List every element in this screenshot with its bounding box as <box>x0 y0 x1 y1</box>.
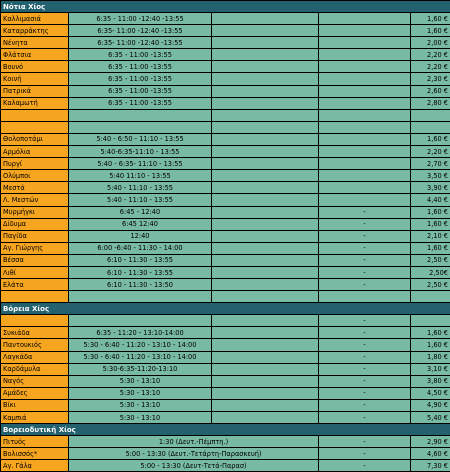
table-row <box>1 13 450 25</box>
table-row <box>1 25 450 37</box>
ticket-price: 2,20 € <box>411 146 450 158</box>
place-name: Φλάτσια <box>1 49 69 61</box>
empty-cell <box>212 315 319 327</box>
empty-cell <box>212 266 319 278</box>
place-name: Πατρικά <box>1 85 69 97</box>
dash-cell <box>319 121 411 133</box>
ticket-price: 1,60 € <box>411 218 450 230</box>
departure-times: 6:35 - 11:00 -13:55 <box>69 49 212 61</box>
empty-cell <box>212 85 319 97</box>
empty-cell <box>212 146 319 158</box>
table-row <box>1 49 450 61</box>
table-row <box>1 97 450 109</box>
empty-cell <box>212 339 319 351</box>
departure-times: 12:40 <box>69 230 212 242</box>
dash-cell: - <box>319 266 411 278</box>
departure-times: 6:45 12:40 <box>69 218 212 230</box>
dash-cell: - <box>319 460 411 472</box>
place-name: Πιτυός <box>1 436 69 448</box>
ticket-price: 1,60 € <box>411 242 450 254</box>
dash-cell <box>319 158 411 170</box>
departure-times: 5:40 - 11:10 - 13:55 <box>69 182 212 194</box>
dash-cell: - <box>319 436 411 448</box>
empty-cell <box>212 375 319 387</box>
dash-cell: - <box>319 254 411 266</box>
ticket-price: 1,60 € <box>411 327 450 339</box>
ticket-price: 2,60 € <box>411 85 450 97</box>
empty-cell <box>212 121 319 133</box>
dash-cell <box>319 194 411 206</box>
section-title: Νότια Χίος <box>1 1 450 13</box>
ticket-price: 2,80 € <box>411 97 450 109</box>
empty-cell <box>212 351 319 363</box>
dash-cell: - <box>319 315 411 327</box>
ticket-price: 2,10 € <box>411 230 450 242</box>
empty-cell <box>212 279 319 291</box>
departure-times: 5:40-6:35-11:10 - 13:55 <box>69 146 212 158</box>
ticket-price: 4,90 € <box>411 399 450 411</box>
table-row <box>1 206 450 218</box>
place-name: Βίκι <box>1 399 69 411</box>
empty-cell <box>212 37 319 49</box>
departure-note: 5:00 - 13:30 (Δευτ.-Τετάρτη-Παρασκευή) <box>69 448 319 460</box>
ticket-price: 2,20 € <box>411 49 450 61</box>
departure-times: 5:40 - 6:35- 11:10 - 13:55 <box>69 158 212 170</box>
place-name: Αγ. Γάλα <box>1 460 69 472</box>
place-name: Μεστά <box>1 182 69 194</box>
empty-cell <box>212 97 319 109</box>
dash-cell: - <box>319 339 411 351</box>
dash-cell <box>319 291 411 303</box>
table-row <box>1 170 450 182</box>
section-title: Βορειοδυτική Χίος <box>1 424 450 436</box>
dash-cell <box>319 109 411 121</box>
ticket-price: 2,90 € <box>411 436 450 448</box>
place-name: Ναγός <box>1 375 69 387</box>
table-row <box>1 412 450 424</box>
dash-cell <box>319 61 411 73</box>
ticket-price: 2,00 € <box>411 37 450 49</box>
departure-times: 5:30 - 13:10 <box>69 399 212 411</box>
ticket-price: 4,40 € <box>411 194 450 206</box>
table-row <box>1 218 450 230</box>
ticket-price: 7,30 € <box>411 460 450 472</box>
ticket-price: 3,90 € <box>411 182 450 194</box>
place-name <box>1 315 69 327</box>
dash-cell: - <box>319 206 411 218</box>
table-row <box>1 73 450 85</box>
place-name: Μυρμήγκι <box>1 206 69 218</box>
empty-cell <box>212 158 319 170</box>
table-row <box>1 351 450 363</box>
departure-times: 6:35 - 11:00 -12:40 -13:55 <box>69 13 212 25</box>
empty-cell <box>212 218 319 230</box>
departure-times: 6:35 - 11:00 -13:55 <box>69 61 212 73</box>
empty-cell <box>212 206 319 218</box>
departure-times: 5:30 - 6:40 - 11:20 - 13:10 - 14:00 <box>69 351 212 363</box>
dash-cell: - <box>319 242 411 254</box>
departure-times: 6:10 - 11:30 - 13:55 <box>69 266 212 278</box>
empty-cell <box>212 182 319 194</box>
departure-times: 6:35- 11:00 -12:40 -13:55 <box>69 37 212 49</box>
place-name: Νένητα <box>1 37 69 49</box>
departure-times: 6:35 - 11:20 - 13:10-14:00 <box>69 327 212 339</box>
ticket-price <box>411 291 450 303</box>
departure-times: 6:35- 11:00 -12:40 -13:55 <box>69 25 212 37</box>
section-header <box>1 303 450 315</box>
place-name: Παγίδα <box>1 230 69 242</box>
departure-times: 6:35 - 11:00 -13:55 <box>69 97 212 109</box>
empty-cell <box>212 291 319 303</box>
table-row <box>1 363 450 375</box>
ticket-price: 5,40 € <box>411 412 450 424</box>
table-row <box>1 109 450 121</box>
table-row <box>1 146 450 158</box>
departure-times <box>69 315 212 327</box>
empty-cell <box>212 242 319 254</box>
dash-cell: - <box>319 327 411 339</box>
table-row <box>1 254 450 266</box>
section-header <box>1 1 450 13</box>
ticket-price: 1,80 € <box>411 351 450 363</box>
dash-cell: - <box>319 412 411 424</box>
departure-times <box>69 291 212 303</box>
table-row <box>1 339 450 351</box>
place-name: Καρδάμυλα <box>1 363 69 375</box>
ticket-price: 1,60 € <box>411 13 450 25</box>
ticket-price: 2,50 € <box>411 279 450 291</box>
ticket-price <box>411 315 450 327</box>
place-name <box>1 291 69 303</box>
departure-times: 6:10 - 11:30 - 13:50 <box>69 279 212 291</box>
dash-cell <box>319 49 411 61</box>
place-name: Βουνό <box>1 61 69 73</box>
departure-times: 5:30-6:35-11:20-13:10 <box>69 363 212 375</box>
empty-cell <box>212 133 319 145</box>
ticket-price: 1,60 € <box>411 206 450 218</box>
place-name: Βολισσός* <box>1 448 69 460</box>
ticket-price: 2,50 € <box>411 254 450 266</box>
table-row <box>1 460 450 472</box>
dash-cell <box>319 73 411 85</box>
empty-cell <box>212 109 319 121</box>
empty-cell <box>212 25 319 37</box>
empty-cell <box>212 412 319 424</box>
ticket-price: 4,50 € <box>411 387 450 399</box>
departure-times: 6:00 -6:40 - 11:30 - 14:00 <box>69 242 212 254</box>
ticket-price <box>411 121 450 133</box>
dash-cell: - <box>319 448 411 460</box>
table-row <box>1 133 450 145</box>
table-row <box>1 375 450 387</box>
empty-cell <box>212 327 319 339</box>
empty-cell <box>212 61 319 73</box>
departure-times: 5:30 - 6:40 - 11:20 - 13:10 - 14:00 <box>69 339 212 351</box>
empty-cell <box>212 254 319 266</box>
departure-times: 6:10 - 11:30 - 13:55 <box>69 254 212 266</box>
table-row <box>1 327 450 339</box>
ticket-price: 2,20 € <box>411 61 450 73</box>
departure-note: 1:30 (Δευτ.-Πέμπτη.) <box>69 436 319 448</box>
table-row <box>1 436 450 448</box>
section-title: Βόρεια Χίος <box>1 303 450 315</box>
dash-cell <box>319 146 411 158</box>
empty-cell <box>212 363 319 375</box>
place-name: Παντουκιός <box>1 339 69 351</box>
departure-times: 6:35 - 11:00 -13:55 <box>69 85 212 97</box>
empty-cell <box>212 73 319 85</box>
ticket-price: 2,30 € <box>411 73 450 85</box>
departure-times: 5:30 - 13:10 <box>69 375 212 387</box>
dash-cell <box>319 13 411 25</box>
dash-cell: - <box>319 351 411 363</box>
departure-times <box>69 121 212 133</box>
place-name: Βέσσα <box>1 254 69 266</box>
empty-cell <box>212 13 319 25</box>
place-name: Καλλιμασιά <box>1 13 69 25</box>
departure-times <box>69 109 212 121</box>
place-name: Αμάδες <box>1 387 69 399</box>
departure-times: 5:40 - 6:50 - 11:10 - 13:55 <box>69 133 212 145</box>
table-row <box>1 279 450 291</box>
table-row <box>1 291 450 303</box>
place-name: Λαγκάδα <box>1 351 69 363</box>
table-row <box>1 315 450 327</box>
dash-cell <box>319 97 411 109</box>
departure-times: 5:40 - 11:10 - 13:55 <box>69 194 212 206</box>
table-row <box>1 61 450 73</box>
empty-cell <box>212 399 319 411</box>
place-name: Θολοποτάμι <box>1 133 69 145</box>
dash-cell <box>319 182 411 194</box>
departure-times: 6:45 - 12:40 <box>69 206 212 218</box>
dash-cell <box>319 85 411 97</box>
departure-times: 5:30 - 13:10 <box>69 412 212 424</box>
ticket-price: 3,80 € <box>411 375 450 387</box>
table-row <box>1 158 450 170</box>
place-name: Συκιάδα <box>1 327 69 339</box>
dash-cell: - <box>319 218 411 230</box>
ticket-price: 1,60 € <box>411 25 450 37</box>
table-row <box>1 121 450 133</box>
section-header <box>1 424 450 436</box>
place-name: Καμπιά <box>1 412 69 424</box>
ticket-price: 2,50€ <box>411 266 450 278</box>
empty-cell <box>212 194 319 206</box>
table-row <box>1 266 450 278</box>
table-row <box>1 242 450 254</box>
dash-cell: - <box>319 230 411 242</box>
place-name: Κοινή <box>1 73 69 85</box>
table-row <box>1 85 450 97</box>
ticket-price: 2,70 € <box>411 158 450 170</box>
place-name: Λ. Μεστών <box>1 194 69 206</box>
dash-cell <box>319 170 411 182</box>
departure-times: 5:30 - 13:10 <box>69 387 212 399</box>
empty-cell <box>212 387 319 399</box>
place-name: Ελάτα <box>1 279 69 291</box>
place-name: Πυργί <box>1 158 69 170</box>
place-name: Λιθί <box>1 266 69 278</box>
table-row <box>1 448 450 460</box>
empty-cell <box>212 49 319 61</box>
departure-note: 5:00 - 13:30 (Δευτ-Τετά-Παρασ) <box>69 460 319 472</box>
ticket-price: 1,60 € <box>411 133 450 145</box>
dash-cell <box>319 25 411 37</box>
place-name <box>1 109 69 121</box>
dash-cell: - <box>319 387 411 399</box>
table-row <box>1 37 450 49</box>
table-row <box>1 182 450 194</box>
place-name: Δίδυμα <box>1 218 69 230</box>
empty-cell <box>212 170 319 182</box>
table-row <box>1 230 450 242</box>
dash-cell: - <box>319 399 411 411</box>
place-name: Αρμόλια <box>1 146 69 158</box>
place-name: Ολύμποι <box>1 170 69 182</box>
dash-cell: - <box>319 363 411 375</box>
ticket-price <box>411 109 450 121</box>
table-row <box>1 387 450 399</box>
departure-times: 6:35 - 11:00 -13:55 <box>69 73 212 85</box>
departure-times: 5:40 11:10 - 13:55 <box>69 170 212 182</box>
ticket-price: 4,60 € <box>411 448 450 460</box>
table-row <box>1 399 450 411</box>
place-name: Καλαμωτή <box>1 97 69 109</box>
table-row <box>1 194 450 206</box>
ticket-price: 1,60 € <box>411 339 450 351</box>
place-name: Καταρράκτης <box>1 25 69 37</box>
dash-cell <box>319 133 411 145</box>
dash-cell <box>319 37 411 49</box>
place-name <box>1 121 69 133</box>
ticket-price: 3,10 € <box>411 363 450 375</box>
dash-cell: - <box>319 279 411 291</box>
dash-cell: - <box>319 375 411 387</box>
ticket-price: 3,50 € <box>411 170 450 182</box>
empty-cell <box>212 230 319 242</box>
place-name: Αγ. Γιώργης <box>1 242 69 254</box>
